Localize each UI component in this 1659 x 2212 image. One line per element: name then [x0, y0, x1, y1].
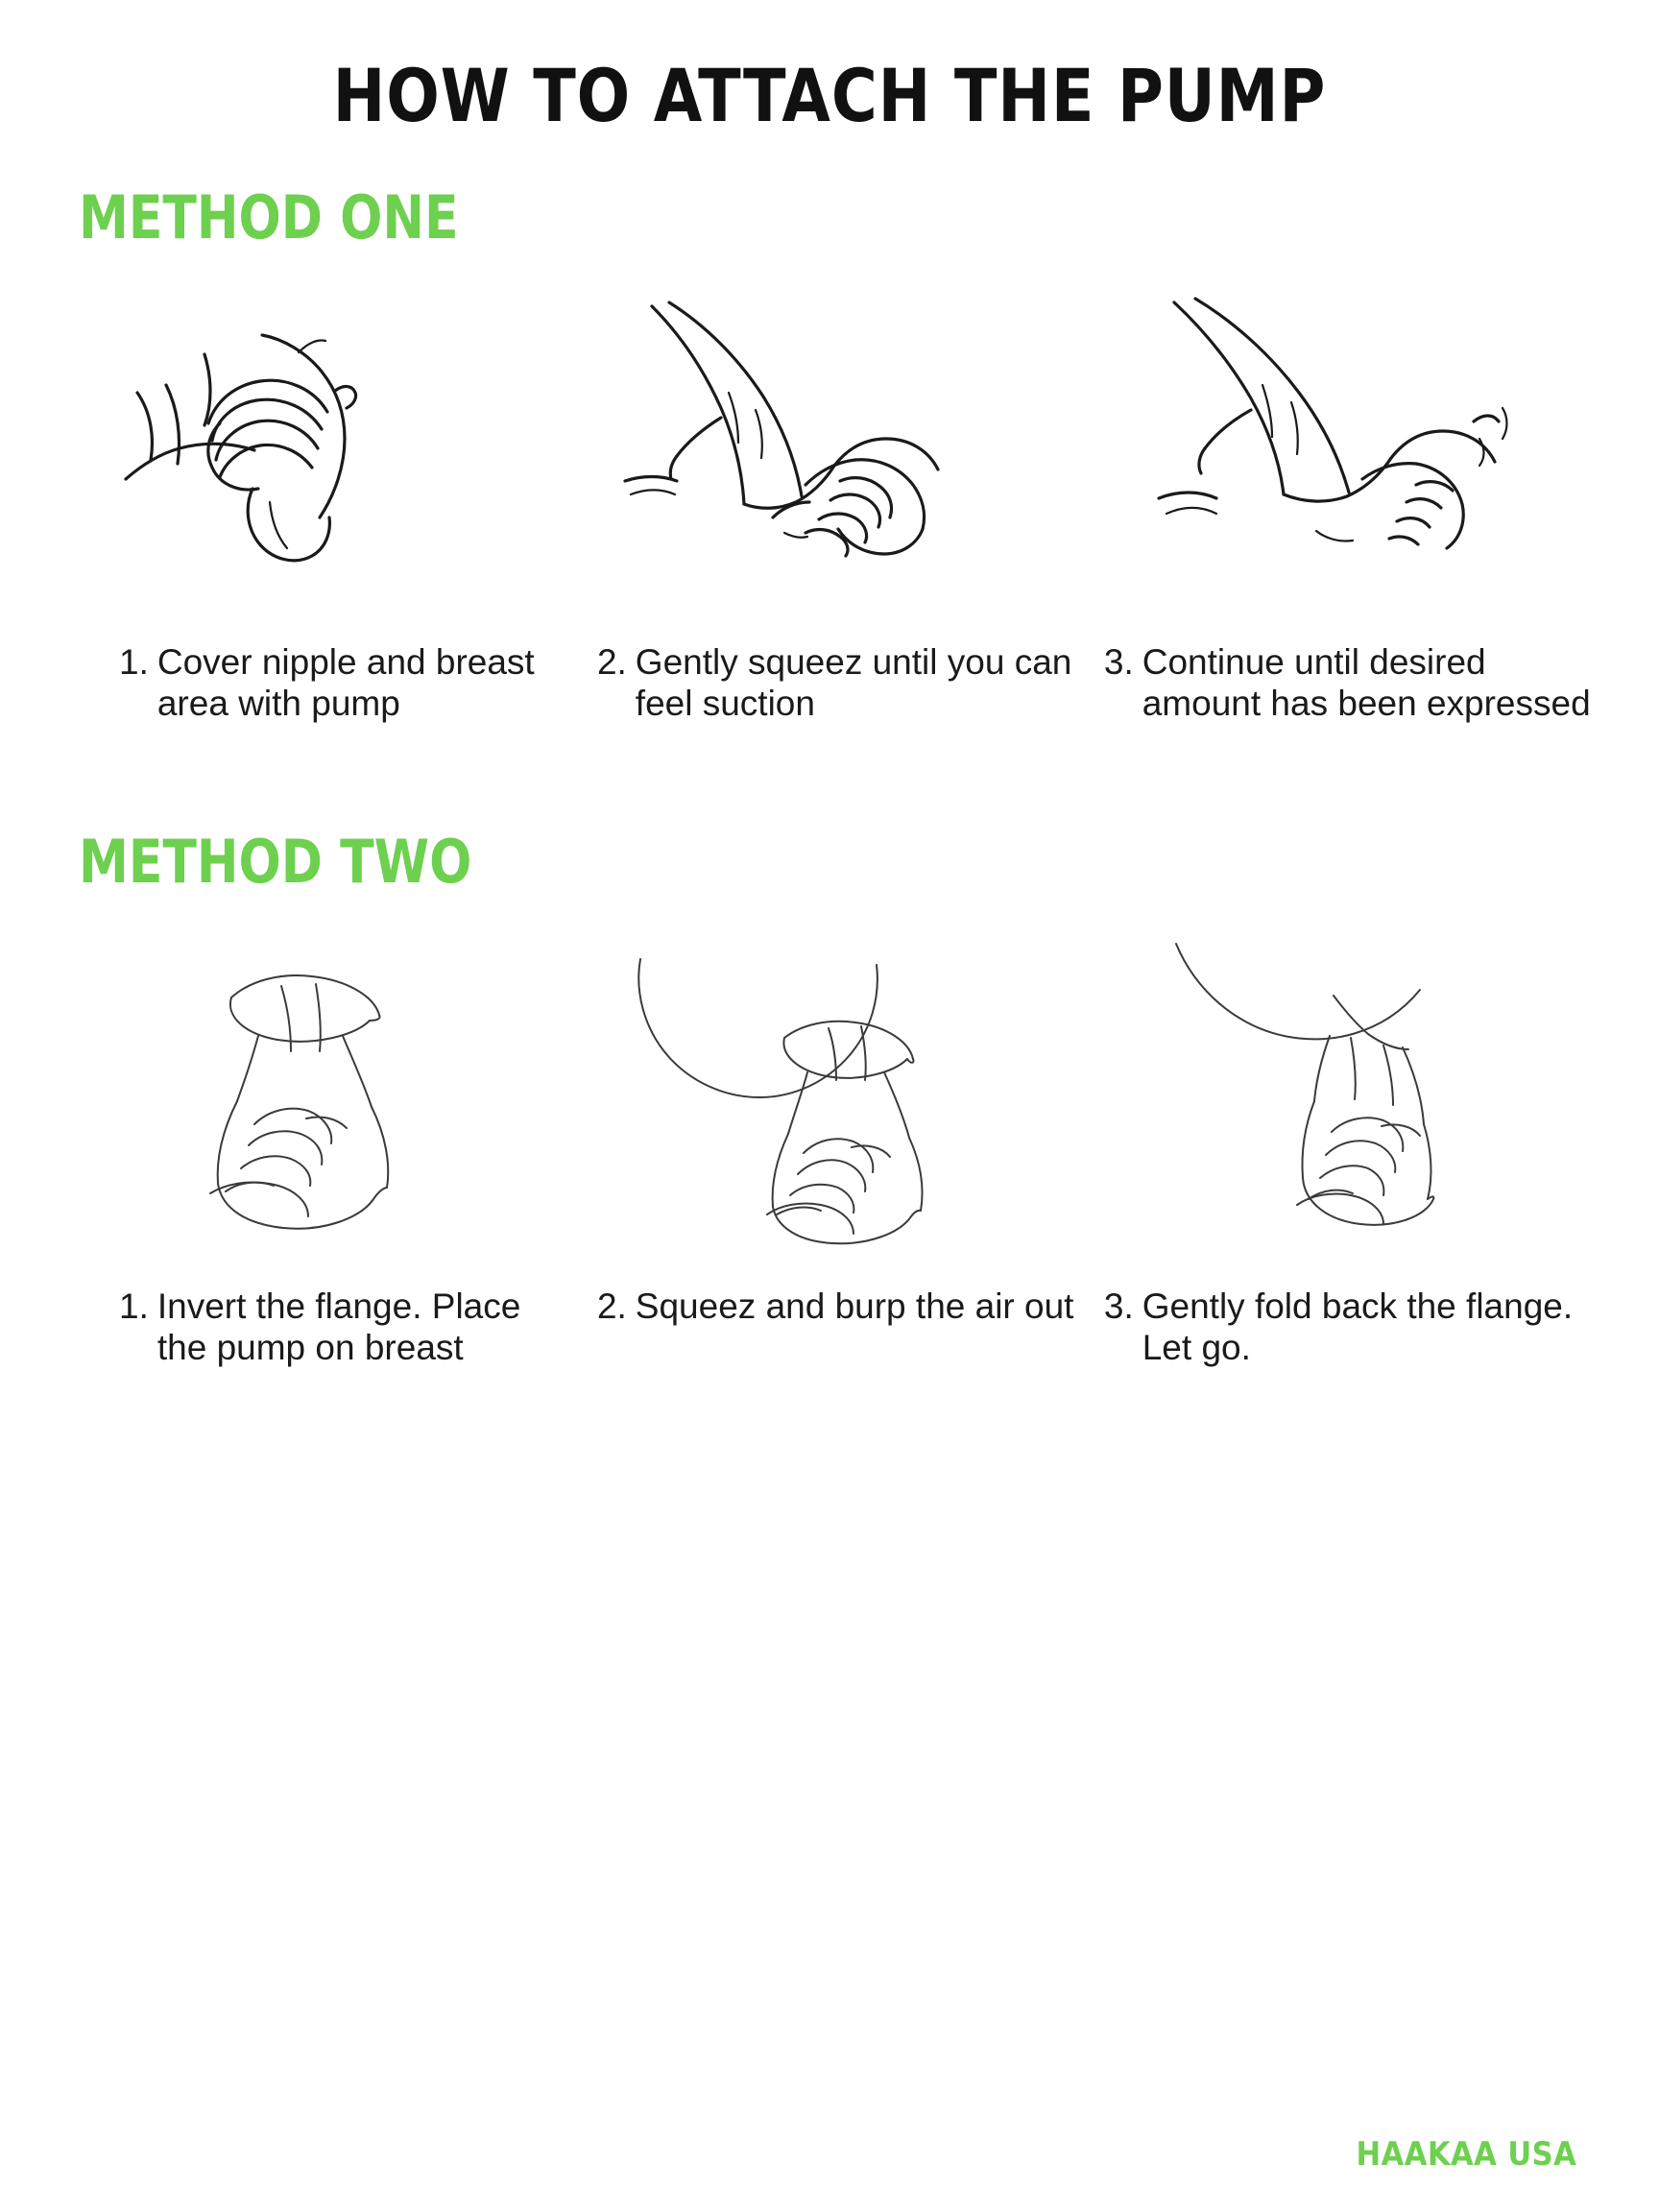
method-two-heading: METHOD TWO [79, 826, 472, 897]
brand-label: HAAKAA USA [1356, 2135, 1576, 2174]
m2-step2-caption [572, 1286, 1077, 1327]
m2-step2-illustration [572, 936, 1077, 1253]
step-number: 1. [119, 642, 149, 682]
inverted-flange-pump-in-hand-icon [118, 936, 502, 1253]
step-text: Cover nipple and breast area with pump [156, 642, 535, 724]
m2-step3-caption [1087, 1286, 1592, 1369]
step-text: Gently squeez until you can feel suction [635, 642, 1072, 724]
m2-step1-caption [58, 1286, 563, 1369]
step [572, 936, 1087, 1327]
m1-step3-caption [1087, 641, 1592, 725]
step [572, 292, 1087, 725]
m2-step3-illustration [1087, 936, 1592, 1253]
m2-step1-illustration [58, 936, 563, 1253]
step-text: Continue until desired amount has been expressed [1142, 642, 1591, 724]
hand-holding-pump-on-breast-icon [108, 297, 512, 604]
pump-on-breast-squeezing-icon [623, 936, 1026, 1253]
step-number: 2. [596, 1286, 627, 1326]
method-one-heading: METHOD ONE [79, 182, 459, 252]
page-title: HOW TO ATTACH THE PUMP [332, 53, 1327, 138]
m1-step3-illustration [1087, 292, 1592, 609]
step [1087, 936, 1601, 1369]
step [1087, 292, 1601, 725]
folded-back-flange-attached-icon [1138, 936, 1541, 1253]
step-text: Squeez and burp the air out [635, 1286, 1074, 1326]
m1-step2-caption [572, 641, 1077, 725]
method-two-steps [58, 936, 1601, 1369]
method-one-section [58, 182, 1601, 725]
step-text: Gently fold back the flange. Let go. [1142, 1286, 1574, 1367]
step [58, 292, 572, 725]
method-two-section [58, 826, 1601, 1369]
step-number: 1. [119, 1286, 149, 1326]
hand-squeezing-pump-icon [613, 297, 1036, 604]
m1-step2-illustration [572, 292, 1077, 609]
step-number: 3. [1103, 1286, 1134, 1326]
m1-step1-illustration [58, 292, 563, 609]
method-one-steps [58, 292, 1601, 725]
step-number: 3. [1103, 642, 1134, 682]
m1-step1-caption [58, 641, 563, 725]
pump-expressing-milk-icon [1128, 297, 1551, 604]
step-text: Invert the flange. Place the pump on breast [156, 1286, 521, 1367]
step [58, 936, 572, 1369]
step-number: 2. [596, 642, 627, 682]
